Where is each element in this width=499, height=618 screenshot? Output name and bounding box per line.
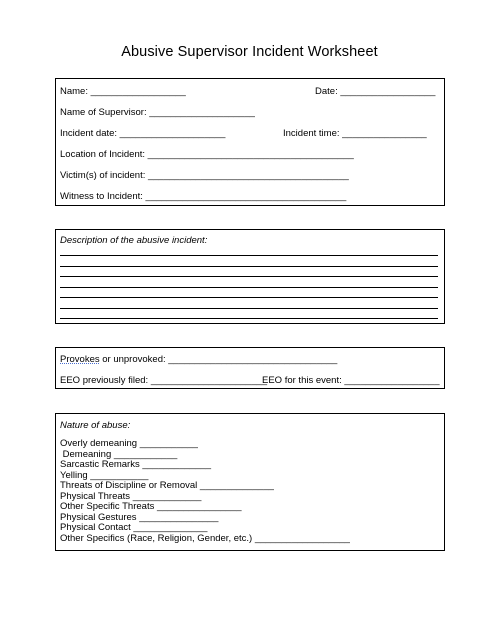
abuse-item[interactable]: Physical Contact ______________ (60, 522, 208, 533)
provokes-box (55, 347, 445, 389)
description-box (55, 229, 445, 324)
description-line[interactable] (60, 297, 438, 298)
provokes-rest: or unprovoked: ________________________________ (99, 354, 338, 365)
abuse-item[interactable]: Other Specifics (Race, Religion, Gender, etc.) __________________ (60, 532, 350, 544)
eeo-this-event-field[interactable]: EEO for this event: __________________ (262, 375, 440, 386)
abuse-item[interactable]: Other Specific Threats ________________ (60, 501, 242, 512)
description-line[interactable] (60, 318, 438, 319)
page-title: Abusive Supervisor Incident Worksheet (121, 44, 378, 60)
abuse-item[interactable]: Demeaning ____________ (60, 448, 178, 460)
provokes-field[interactable] (60, 354, 337, 365)
incident-date-field[interactable]: Incident date: ____________________ (60, 128, 226, 139)
victims-field[interactable]: Victim(s) of incident: ______________________________________ (60, 170, 349, 181)
description-line[interactable] (60, 287, 438, 288)
date-field[interactable]: Date: __________________ (315, 86, 436, 97)
description-label: Description of the abusive incident: (60, 235, 208, 246)
location-field[interactable]: Location of Incident: _______________________________________ (60, 149, 354, 160)
description-line[interactable] (60, 266, 438, 267)
abuse-item[interactable]: Overly demeaning ___________ (60, 438, 198, 449)
nature-box (55, 413, 445, 551)
supervisor-field[interactable]: Name of Supervisor: ____________________ (60, 107, 255, 118)
abuse-item[interactable]: Yelling ___________ (60, 469, 149, 481)
name-field[interactable]: Name: __________________ (60, 86, 186, 97)
witness-field[interactable]: Witness to Incident: ______________________________________ (60, 191, 347, 202)
abuse-list (60, 439, 350, 544)
description-line[interactable] (60, 255, 438, 256)
eeo-previously-filed-field[interactable]: EEO previously filed: ______________________ (60, 375, 268, 386)
abuse-item[interactable]: Threats of Discipline or Removal ______________ (60, 480, 274, 491)
incident-info-box (55, 78, 445, 206)
nature-label: Nature of abuse: (60, 420, 131, 431)
incident-time-field[interactable]: Incident time: ________________ (283, 128, 427, 139)
abuse-item[interactable]: Physical Gestures _______________ (60, 511, 219, 523)
provokes-word: Provokes (60, 354, 100, 365)
description-line[interactable] (60, 276, 438, 277)
abuse-item[interactable]: Sarcastic Remarks _____________ (60, 459, 212, 470)
description-line[interactable] (60, 308, 438, 309)
abuse-item[interactable]: Physical Threats _____________ (60, 490, 202, 502)
